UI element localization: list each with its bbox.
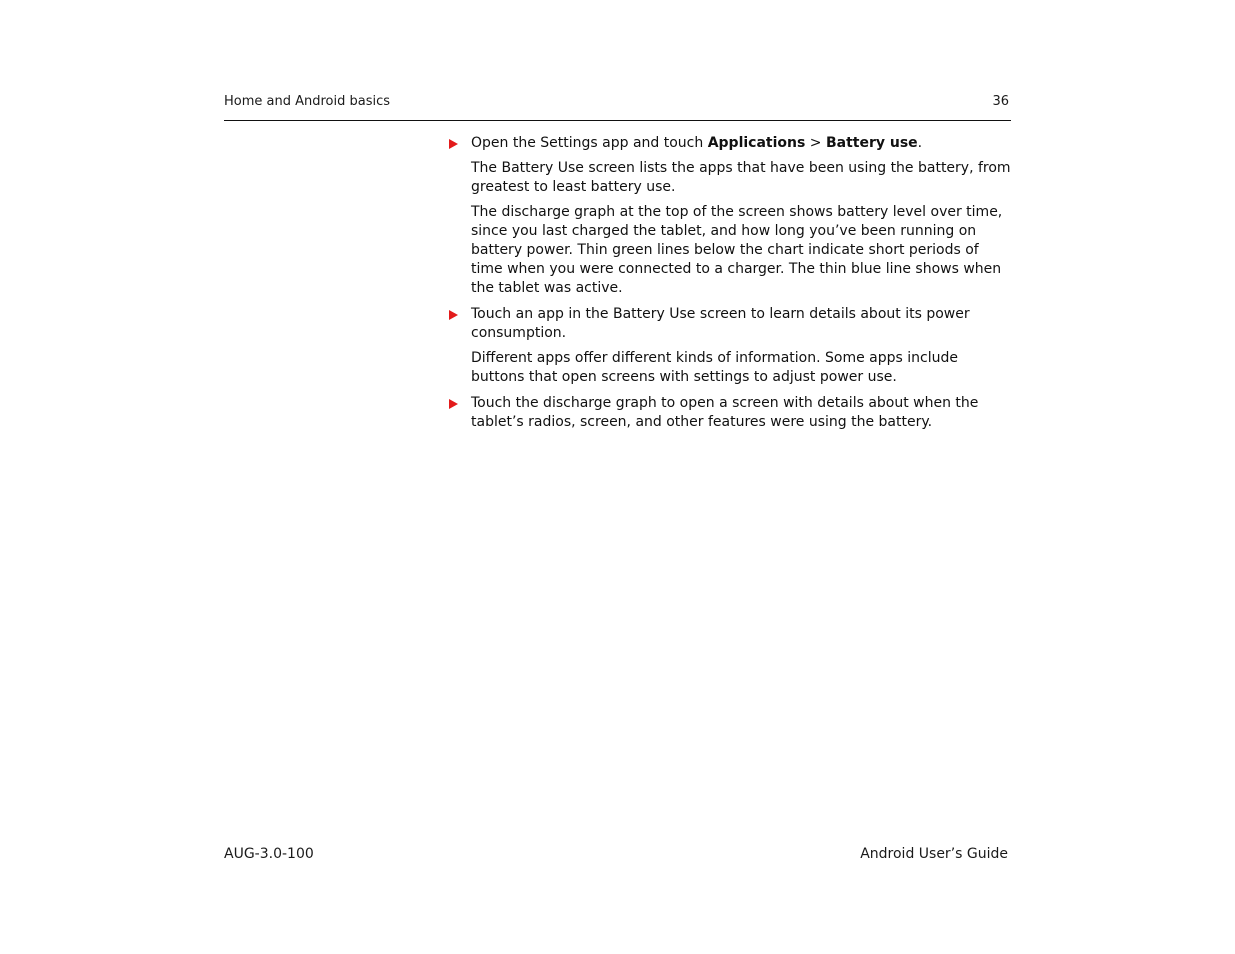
red-triangle-arrow-icon <box>449 399 458 409</box>
page-number: 36 <box>992 94 1009 109</box>
footer-doc-code: AUG-3.0-100 <box>224 846 314 862</box>
step-1-paragraph-1: The Battery Use screen lists the apps that have been using the battery, from greatest to least battery use. <box>471 160 1011 195</box>
step-open-battery-use <box>471 134 1011 153</box>
step-2-paragraph-1: Different apps offer different kinds of information. Some apps include buttons that open screens with settings to adjust power use. <box>471 350 958 385</box>
red-triangle-arrow-icon <box>449 139 458 149</box>
step-1-lead: Open the Settings app and touch <box>471 135 708 151</box>
step-3-text: Touch the discharge graph to open a screen with details about when the tablet’s radios, screen, and other features were using the battery. <box>471 395 979 430</box>
step-2-text: Touch an app in the Battery Use screen to learn details about its power consumption. <box>471 306 970 341</box>
header-divider <box>224 120 1011 121</box>
page-body <box>471 134 1011 432</box>
step-1-paragraph-2: The discharge graph at the top of the screen shows battery level over time, since you last charged the tablet, and how long you’ve been running on battery power. Thin green lines below the chart indicate short periods of time when you were connected to a charger. The thin blue line shows when the tablet was active. <box>471 204 1003 296</box>
running-header-section: Home and Android basics <box>224 94 391 109</box>
menu-path-applications: Applications <box>707 135 806 151</box>
step-touch-app <box>471 305 1011 343</box>
menu-path-battery-use: Battery use <box>825 135 918 151</box>
step-touch-graph <box>471 394 1011 432</box>
step-1-tail: . <box>917 135 923 151</box>
menu-path-separator: > <box>805 135 826 151</box>
footer-doc-title: Android User’s Guide <box>860 846 1008 862</box>
red-triangle-arrow-icon <box>449 310 458 320</box>
